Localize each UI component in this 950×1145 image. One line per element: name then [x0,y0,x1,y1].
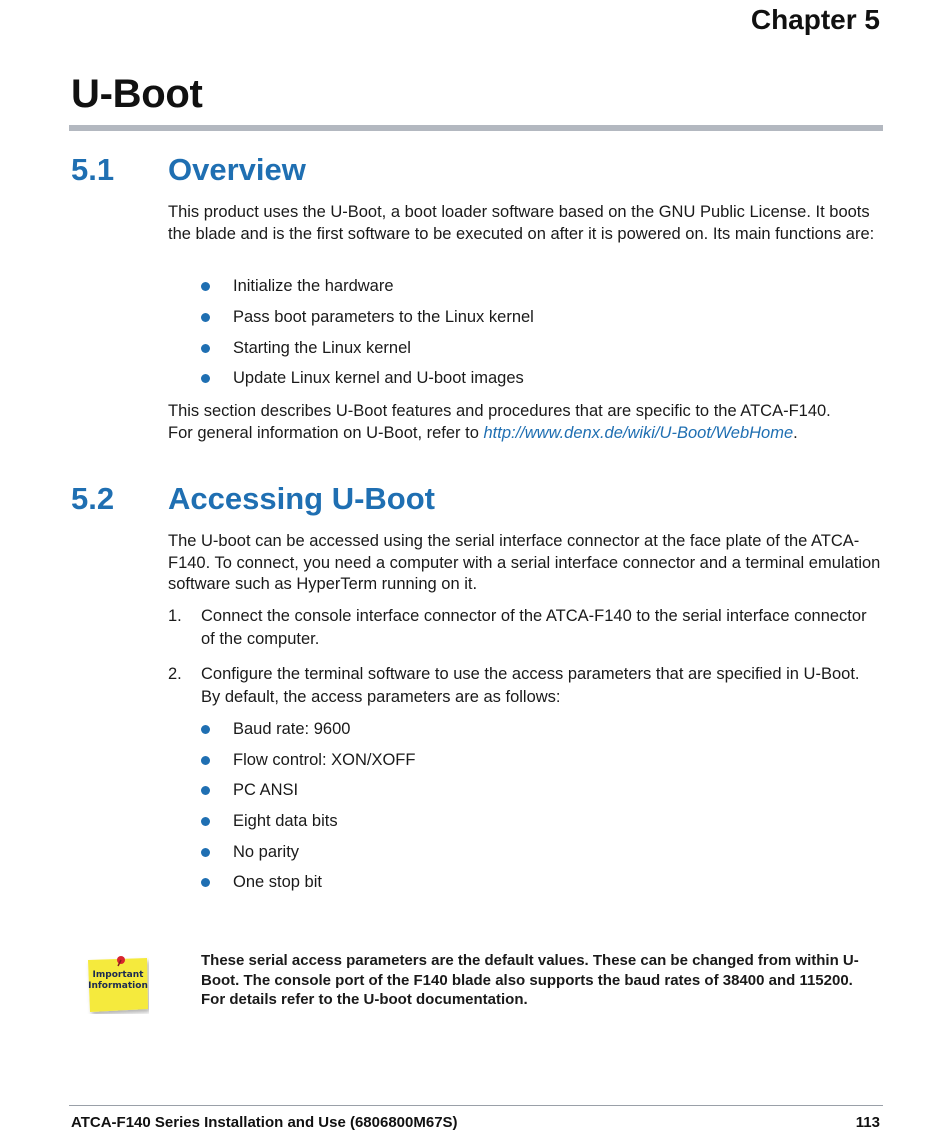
bullet-icon [201,344,210,353]
step-text: Configure the terminal software to use the access parameters that are specified in U-Boot. By default, the access parameters are as follows: [201,665,860,706]
bullet-icon [201,756,210,765]
bullet-icon [201,786,210,795]
para-2-prefix: For general information on U-Boot, refer to [168,423,484,442]
uboot-wiki-link[interactable]: http://www.denx.de/wiki/U-Boot/WebHome [483,423,794,442]
list-item-text: PC ANSI [233,781,299,799]
section-1-number: 5.1 [71,152,115,187]
title-divider [69,125,883,131]
bullet-icon [201,878,210,887]
chapter-label: Chapter 5 [750,4,880,35]
page-title: U-Boot [71,72,203,116]
step-number: 1. [168,607,182,625]
para-2-line-1: This section describes U-Boot features and procedures that are specific to the ATCA-F140. [168,402,831,420]
section-1-para-2 [168,401,884,444]
list-item-text: Initialize the hardware [233,277,394,295]
bullet-icon [201,848,210,857]
section-2-title: Accessing U-Boot [168,481,435,516]
section-1-title: Overview [168,152,306,187]
list-item-text: Starting the Linux kernel [233,339,411,357]
sticky-label-line-1: Important [92,970,144,980]
section-2-number: 5.2 [71,481,115,516]
list-item-text: Baud rate: 9600 [233,720,351,738]
bullet-icon [201,374,210,383]
footer-divider [69,1105,883,1106]
list-item-text: Flow control: XON/XOFF [233,751,416,769]
list-item-text: No parity [233,843,300,861]
step-number: 2. [168,665,182,683]
sticky-label-line-2: Information [88,981,148,991]
section-1-intro: This product uses the U-Boot, a boot loader software based on the GNU Public License. It boots the blade and is the first software to be executed on after it is powered on. Its main functions are: [168,203,875,243]
section-2-intro: The U-boot can be accessed using the serial interface connector at the face plate of the ATCA-F140. To connect, you need a computer with a serial interface connector and a terminal emulation software such as HyperTerm running on it. [168,532,881,593]
list-item-text: Pass boot parameters to the Linux kernel [233,308,534,326]
bullet-icon [201,313,210,322]
list-item-text: One stop bit [233,873,322,891]
important-information-icon [85,954,149,1014]
list-item-text: Update Linux kernel and U-boot images [233,369,524,387]
para-2-suffix: . [793,423,798,442]
footer-document-title: ATCA-F140 Series Installation and Use (6806800M67S) [71,1114,458,1131]
page-number: 113 [855,1114,880,1131]
important-note-text: These serial access parameters are the default values. These can be changed from within U-Boot. The console port of the F140 blade also supports the baud rates of 38400 and 115200. For details refer to the U-boot documentation. [201,952,859,1008]
list-item-text: Eight data bits [233,812,338,830]
bullet-icon [201,725,210,734]
bullet-icon [201,282,210,291]
bullet-icon [201,817,210,826]
step-text: Connect the console interface connector of the ATCA-F140 to the serial interface connector of the computer. [201,607,867,648]
